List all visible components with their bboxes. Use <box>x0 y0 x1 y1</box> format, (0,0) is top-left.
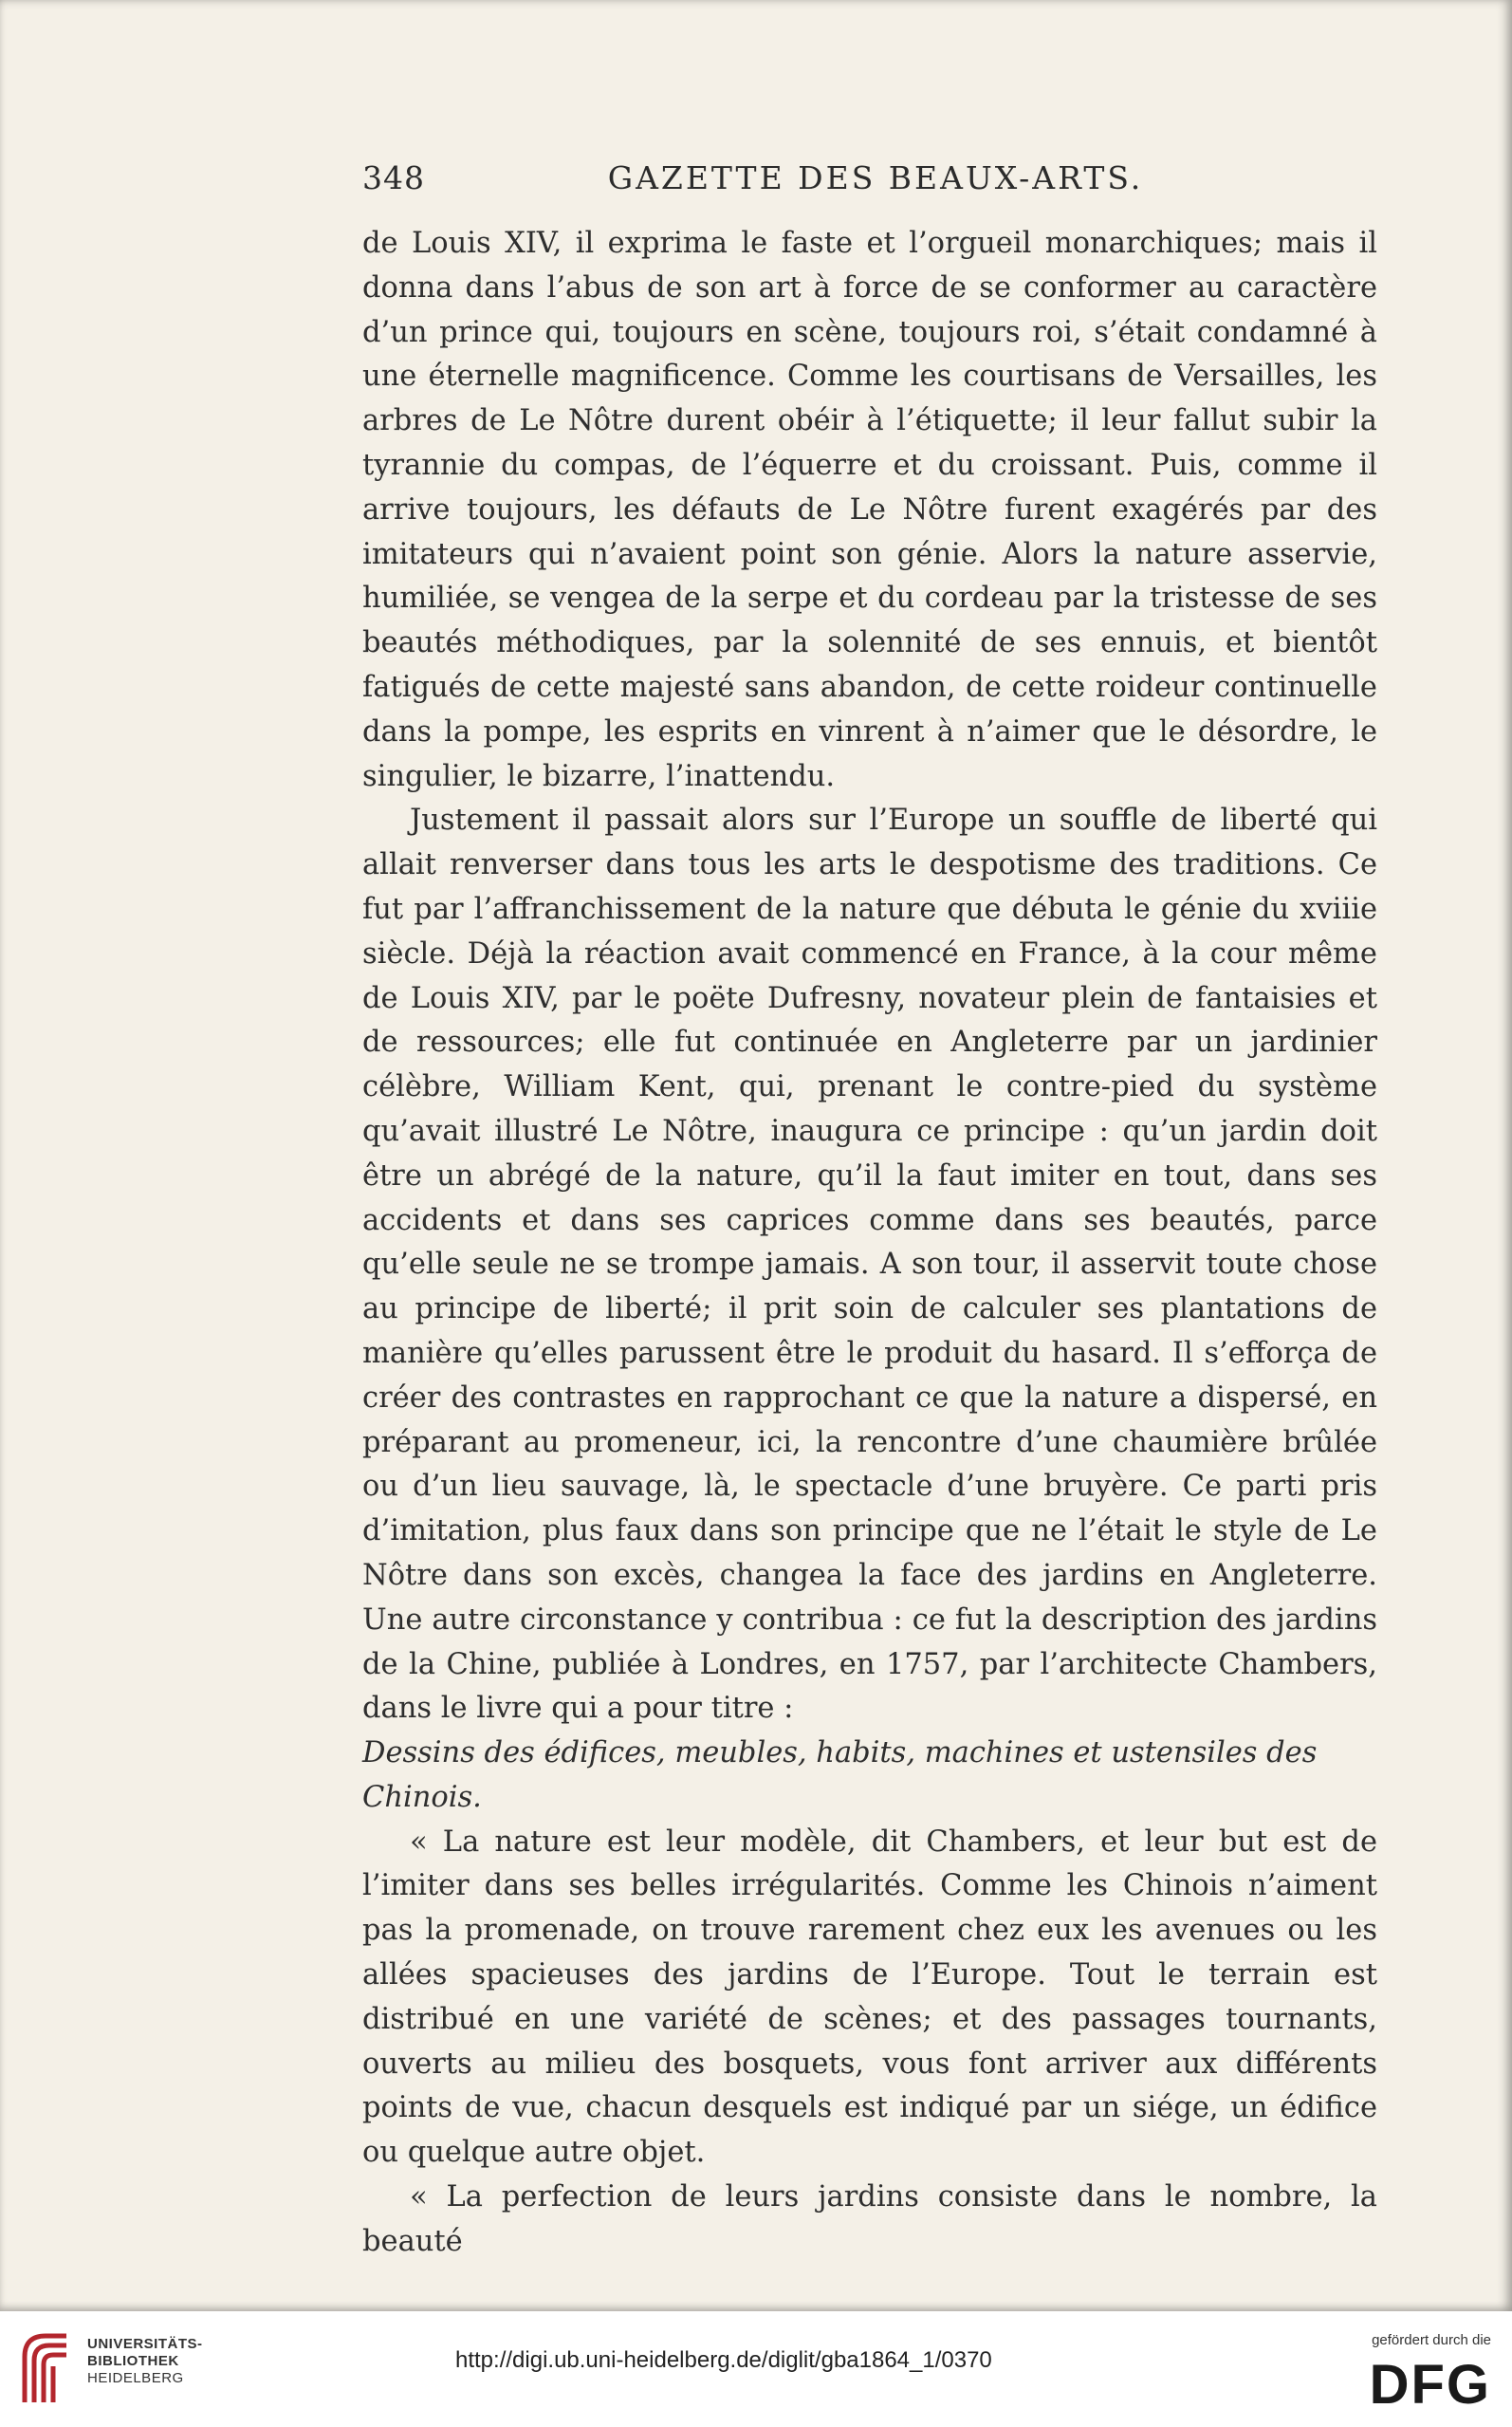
paragraph-2: Justement il passait alors sur l’Europe un souffle de liberté qui allait renverser dans tous les arts le despotisme des traditions. Ce fut par l’affranchissement de la nature que débuta le génie du xviiie siècle. Déjà la réaction avait commencé en France, à la cour même de Louis XIV, par le poëte Dufresny, novateur plein de fantaisies et de ressources; elle fut continuée en Angleterre par un jardinier célèbre, William Kent, qui, prenant le contre-pied du système qu’avait illustré Le Nôtre, inaugura ce principe : qu’un jardin doit être un abrégé de la nature, qu’il la faut imiter en tout, dans ses accidents et dans ses caprices comme dans ses beautés, parce qu’elle seule ne se trompe jamais. A son tour, il asservit toute chose au principe de liberté; il prit soin de calculer ses plantations de manière qu’elles parussent être le produit du hasard. Il s’efforça de créer des contrastes en rapprochant ce que la nature a dispersé, en préparant au promeneur, ici, la rencontre d’une chaumière brûlée ou d’un lieu sauvage, là, le spectacle d’une bruyère. Ce parti pris d’imitation, plus faux dans son principe que ne l’était le style de Le Nôtre dans son excès, changea la face des jardins en Angleterre. Une autre circonstance y contribua : ce fut la description des jardins de la Chine, publiée à Londres, en 1757, par l’architecte Chambers, dans le livre qui a pour titre : <box>362 804 1377 1726</box>
permalink-url[interactable]: http://digi.ub.uni-heidelberg.de/diglit/gba1864_1/0370 <box>455 2347 992 2373</box>
paragraph-4: « La perfection de leurs jardins consiste dans le nombre, la beauté <box>362 2180 1377 2258</box>
page-number: 348 <box>362 159 425 196</box>
library-name-line-3: HEIDELBERG <box>87 2370 184 2386</box>
viewer-footer <box>0 2311 1512 2427</box>
paragraph-3: « La nature est leur modèle, dit Chambers, et leur but est de l’imiter dans ses belles irrégularités. Comme les Chinois n’aiment pas la promenade, on trouve rarement chez eux les avenues ou les allées spacieuses des jardins de l’Europe. Tout le terrain est distribué en une variété de scènes; et des passages tournants, ouverts au milieu des bosquets, vous font arriver aux différents points de vue, chacun desquels est indiqué par un siége, un édifice ou quelque autre objet. <box>362 1825 1377 2170</box>
dfg-logo: DFG <box>1369 2354 1491 2416</box>
journal-title: GAZETTE DES BEAUX-ARTS. <box>607 159 1144 196</box>
library-name-line-1: UNIVERSITÄTS- <box>87 2336 203 2352</box>
article-text <box>362 222 1377 2265</box>
university-library-logo-icon <box>17 2328 74 2408</box>
funding-note: gefördert durch die <box>1372 2332 1491 2348</box>
running-head <box>362 159 1389 205</box>
book-title: Dessins des édifices, meubles, habits, machines et ustensiles des Chinois. <box>362 1736 1318 1814</box>
library-name-line-2: BIBLIOTHEK <box>87 2353 179 2369</box>
paragraph-1: de Louis XIV, il exprima le faste et l’orgueil monarchiques; mais il donna dans l’abus de son art à force de se conformer au caractère d’un prince qui, toujours en scène, toujours roi, s’était condamné à une éternelle magnificence. Comme les courtisans de Versailles, les arbres de Le Nôtre durent obéir à l’étiquette; il leur fallut subir la tyrannie du compas, de l’équerre et du croissant. Puis, comme il arrive toujours, les défauts de Le Nôtre furent exagérés par des imitateurs qui n’avaient point son génie. Alors la nature asservie, humiliée, se vengea de la serpe et du cordeau par la tristesse de ses beautés méthodiques, par la solennité de ses ennuis, et bientôt fatigués de cette majesté sans abandon, de cette roideur continuelle dans la pompe, les esprits en vinrent à n’aimer que le désordre, le singulier, le bizarre, l’inattendu. <box>362 227 1377 793</box>
library-name <box>87 2336 203 2387</box>
